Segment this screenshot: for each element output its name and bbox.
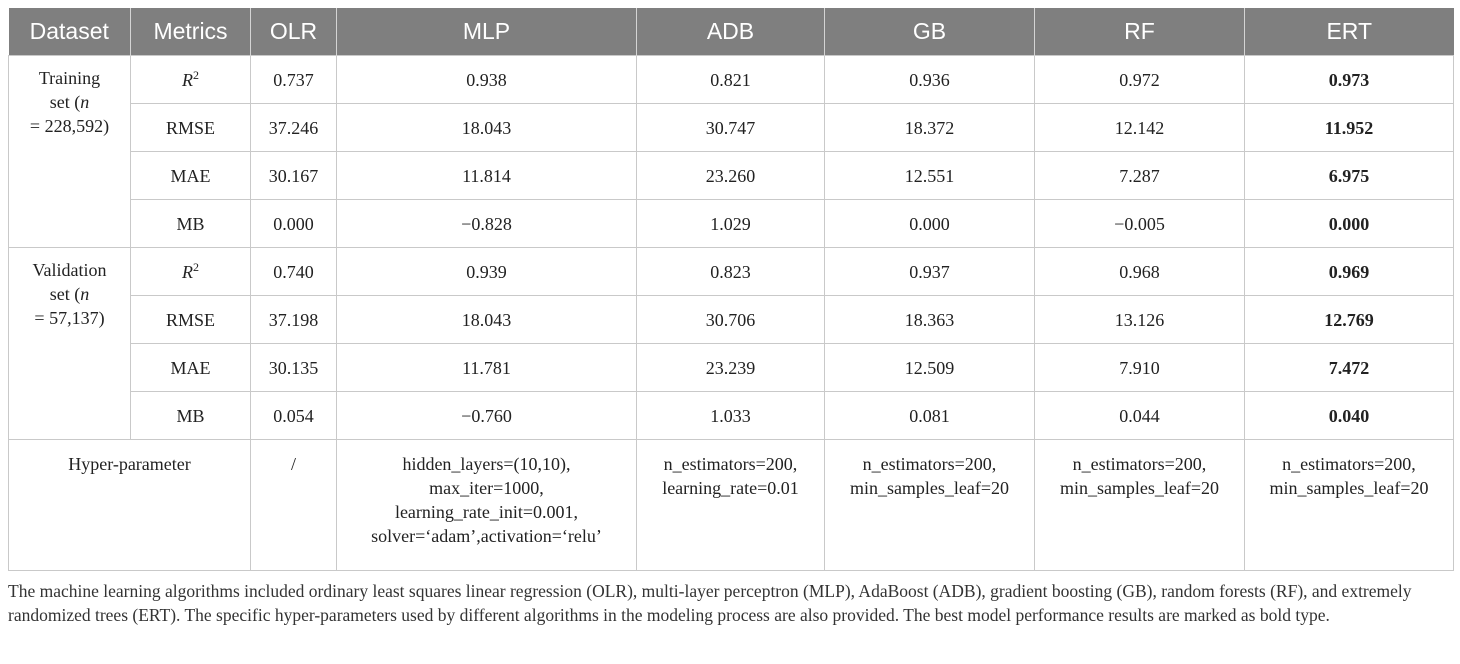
value-cell: 18.372 — [825, 104, 1035, 152]
hyperparameter-ert: n_estimators=200, min_samples_leaf=20 — [1245, 440, 1454, 571]
value-cell: 12.509 — [825, 344, 1035, 392]
value-cell: 12.142 — [1035, 104, 1245, 152]
best-value-cell: 0.040 — [1245, 392, 1454, 440]
value-cell: 0.740 — [251, 248, 337, 296]
value-cell: 0.972 — [1035, 56, 1245, 104]
best-value-cell: 7.472 — [1245, 344, 1454, 392]
best-value-cell: 0.969 — [1245, 248, 1454, 296]
header-olr: OLR — [251, 8, 337, 56]
value-cell: 12.551 — [825, 152, 1035, 200]
value-cell: 30.747 — [637, 104, 825, 152]
results-table — [8, 8, 1454, 571]
hyperparameter-olr: / — [251, 440, 337, 571]
metric-cell: RMSE — [131, 104, 251, 152]
best-value-cell: 12.769 — [1245, 296, 1454, 344]
value-cell: 0.054 — [251, 392, 337, 440]
metric-cell: MB — [131, 200, 251, 248]
table-row — [9, 392, 1454, 440]
value-cell: 30.706 — [637, 296, 825, 344]
value-cell: 30.135 — [251, 344, 337, 392]
header-ert: ERT — [1245, 8, 1454, 56]
value-cell: 1.033 — [637, 392, 825, 440]
best-value-cell: 0.973 — [1245, 56, 1454, 104]
hyperparameter-gb: n_estimators=200, min_samples_leaf=20 — [825, 440, 1035, 571]
value-cell: 7.287 — [1035, 152, 1245, 200]
value-cell: 0.936 — [825, 56, 1035, 104]
best-value-cell: 11.952 — [1245, 104, 1454, 152]
header-dataset: Dataset — [9, 8, 131, 56]
value-cell: 0.938 — [337, 56, 637, 104]
header-metrics: Metrics — [131, 8, 251, 56]
table-row — [9, 56, 1454, 104]
value-cell: 23.239 — [637, 344, 825, 392]
value-cell: 0.821 — [637, 56, 825, 104]
results-table-container — [8, 8, 1453, 627]
metric-cell: MAE — [131, 152, 251, 200]
hyperparameter-mlp: hidden_layers=(10,10), max_iter=1000, learning_rate_init=0.001, solver=‘adam’,activation=‘relu’ — [337, 440, 637, 571]
value-cell: 23.260 — [637, 152, 825, 200]
metric-cell: $R^2$ — [131, 56, 251, 104]
value-cell: 0.044 — [1035, 392, 1245, 440]
hyperparameter-row — [9, 440, 1454, 571]
header-mlp: MLP — [337, 8, 637, 56]
table-row — [9, 200, 1454, 248]
value-cell: −0.005 — [1035, 200, 1245, 248]
value-cell: 0.823 — [637, 248, 825, 296]
metric-cell: RMSE — [131, 296, 251, 344]
best-value-cell: 6.975 — [1245, 152, 1454, 200]
metric-cell: $R^2$ — [131, 248, 251, 296]
value-cell: 1.029 — [637, 200, 825, 248]
value-cell: 0.937 — [825, 248, 1035, 296]
value-cell: 11.814 — [337, 152, 637, 200]
table-row — [9, 296, 1454, 344]
table-row — [9, 104, 1454, 152]
value-cell: 13.126 — [1035, 296, 1245, 344]
header-adb: ADB — [637, 8, 825, 56]
value-cell: −0.828 — [337, 200, 637, 248]
hyperparameter-rf: n_estimators=200, min_samples_leaf=20 — [1035, 440, 1245, 571]
value-cell: 18.363 — [825, 296, 1035, 344]
hyperparameter-label: Hyper-parameter — [9, 440, 251, 571]
dataset-training: Training set (n = 228,592) — [9, 56, 131, 248]
value-cell: 7.910 — [1035, 344, 1245, 392]
metric-cell: MB — [131, 392, 251, 440]
table-footnote: The machine learning algorithms included ordinary least squares linear regression (OLR), multi-layer perceptron (MLP), AdaBoost (ADB), gradient boosting (GB), random forests (RF), and extremely randomized trees (ERT). The specific hyper-parameters used by different algorithms in the modeling process are also provided. The best model performance results are marked as bold type. — [8, 581, 1412, 625]
value-cell: 11.781 — [337, 344, 637, 392]
hyperparameter-adb: n_estimators=200, learning_rate=0.01 — [637, 440, 825, 571]
value-cell: 0.081 — [825, 392, 1035, 440]
value-cell: 0.968 — [1035, 248, 1245, 296]
table-row — [9, 248, 1454, 296]
header-row — [9, 8, 1454, 56]
value-cell: 0.737 — [251, 56, 337, 104]
header-rf: RF — [1035, 8, 1245, 56]
dataset-validation: Validation set (n = 57,137) — [9, 248, 131, 440]
value-cell: 0.939 — [337, 248, 637, 296]
table-row — [9, 344, 1454, 392]
value-cell: 37.198 — [251, 296, 337, 344]
value-cell: 0.000 — [825, 200, 1035, 248]
value-cell: 0.000 — [251, 200, 337, 248]
header-gb: GB — [825, 8, 1035, 56]
value-cell: 30.167 — [251, 152, 337, 200]
value-cell: 37.246 — [251, 104, 337, 152]
value-cell: 18.043 — [337, 104, 637, 152]
value-cell: −0.760 — [337, 392, 637, 440]
metric-cell: MAE — [131, 344, 251, 392]
value-cell: 18.043 — [337, 296, 637, 344]
best-value-cell: 0.000 — [1245, 200, 1454, 248]
table-row — [9, 152, 1454, 200]
